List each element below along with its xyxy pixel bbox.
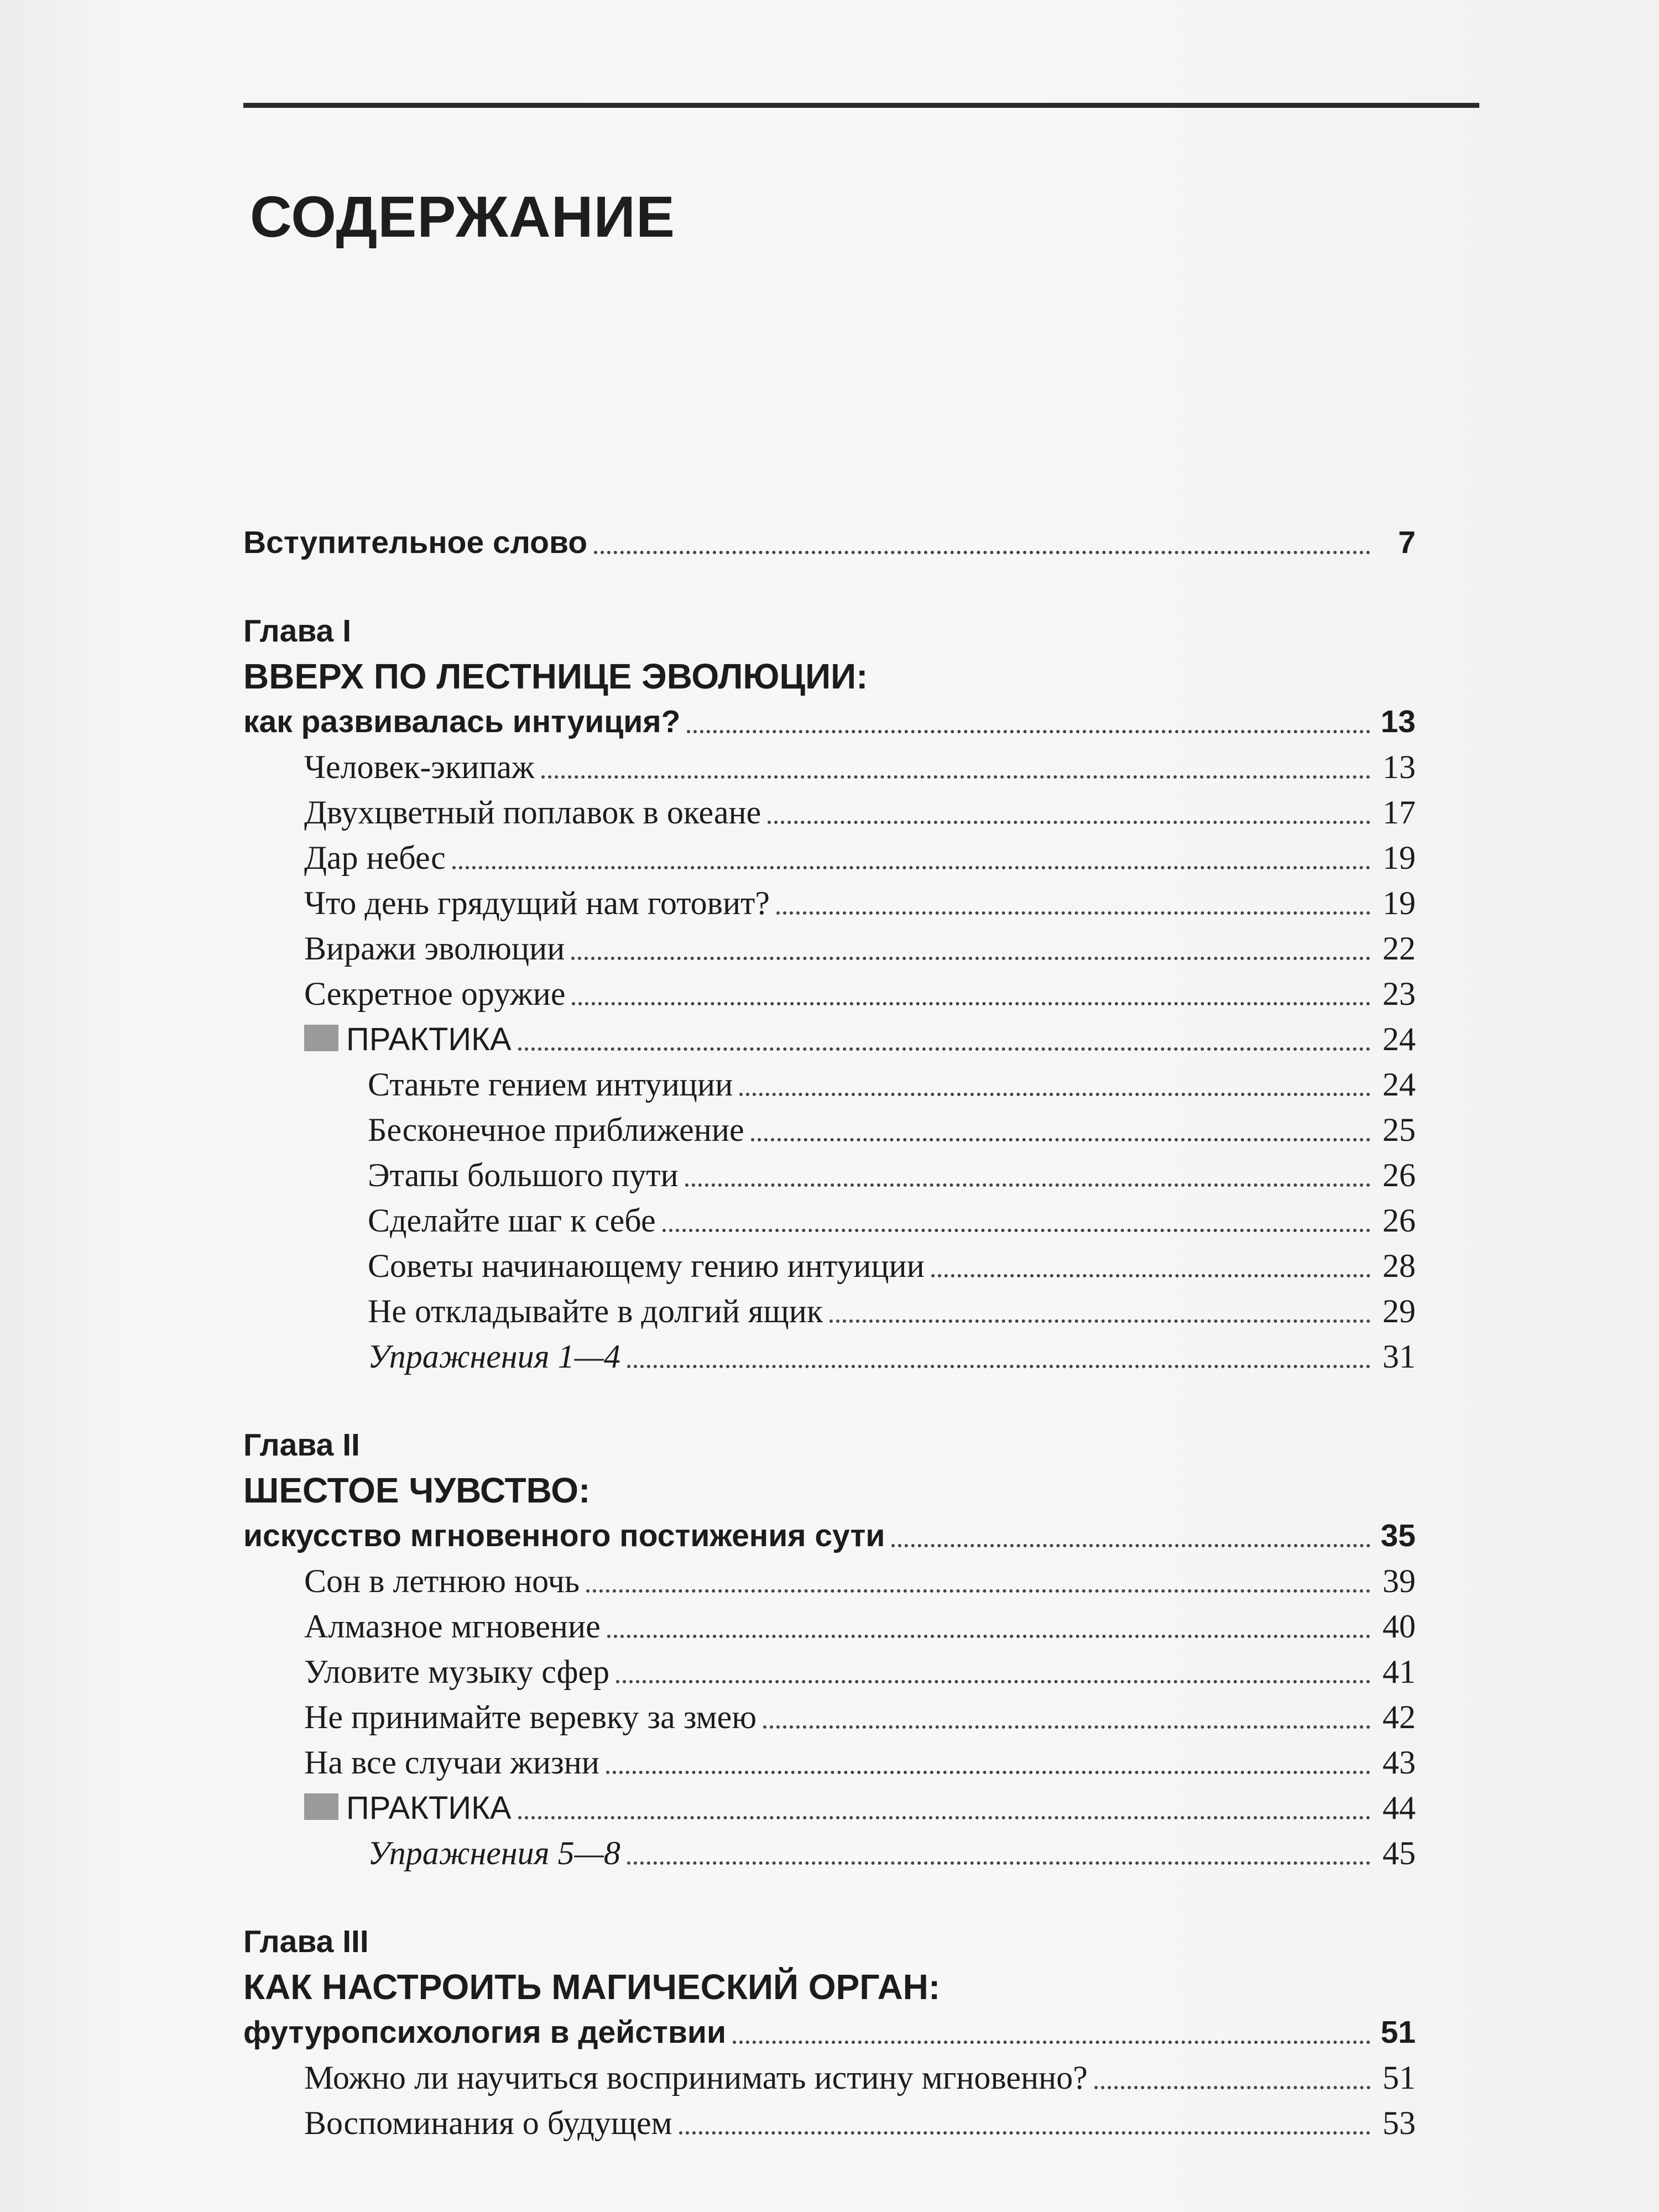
leader-dots	[452, 866, 1370, 869]
toc-entry[interactable]	[243, 971, 1416, 1016]
entry-page: 19	[1383, 839, 1416, 876]
entry-text: На все случаи жизни	[304, 1744, 599, 1781]
leader-dots	[768, 821, 1370, 824]
toc-entry[interactable]	[243, 1649, 1416, 1694]
toc-entry[interactable]	[243, 1740, 1416, 1785]
entry-text: Сон в летнюю ночь	[304, 1563, 580, 1599]
entry-text: искусство мгновенного постижения сути	[243, 1518, 885, 1553]
entry-page: 44	[1383, 1790, 1416, 1826]
entry-text: Виражи эволюции	[304, 930, 565, 967]
spacer	[243, 565, 1416, 608]
entry-text: Упражнения 1—4	[368, 1338, 620, 1375]
toc-entry[interactable]	[243, 1243, 1416, 1288]
entry-text: Бесконечное приближение	[368, 1112, 744, 1148]
table-of-contents	[243, 520, 1416, 2146]
toc-entry-exercises[interactable]	[243, 1830, 1416, 1876]
entry-text: Вступительное слово	[243, 525, 588, 560]
toc-entry[interactable]	[243, 1288, 1416, 1334]
entry-page: 31	[1383, 1338, 1416, 1375]
toc-entry-practice[interactable]	[243, 1785, 1416, 1830]
leader-dots	[541, 775, 1370, 779]
chapter-2-label: Глава II	[243, 1427, 360, 1463]
entry-page: 7	[1398, 525, 1416, 560]
entry-text: Советы начинающему гению интуиции	[368, 1248, 925, 1284]
toc-entry-practice[interactable]	[243, 1016, 1416, 1062]
entry-page: 39	[1383, 1563, 1416, 1599]
entry-page: 41	[1383, 1653, 1416, 1690]
practice-square-icon	[304, 1025, 338, 1051]
entry-text: Станьте гением интуиции	[368, 1066, 733, 1103]
leader-dots	[627, 1365, 1370, 1368]
entry-text: Не откладывайте в долгий ящик	[368, 1293, 823, 1329]
leader-dots	[891, 1544, 1370, 1547]
entry-page: 19	[1383, 885, 1416, 921]
toc-entry[interactable]	[243, 1062, 1416, 1107]
entry-page: 45	[1383, 1835, 1416, 1871]
leader-dots	[518, 1816, 1370, 1819]
practice-label-wrap	[304, 1786, 512, 1831]
toc-entry[interactable]	[243, 1198, 1416, 1243]
practice-square-icon	[304, 1793, 338, 1820]
chapter-3-label: Глава III	[243, 1924, 369, 1959]
entry-text: Человек-экипаж	[304, 749, 535, 785]
toc-entry-intro[interactable]	[243, 520, 1416, 565]
entry-page: 24	[1383, 1066, 1416, 1103]
chapter-2-subtitle[interactable]	[243, 1513, 1416, 1558]
entry-text: Секретное оружие	[304, 975, 566, 1012]
toc-entry[interactable]	[243, 2055, 1416, 2100]
entry-text: Сделайте шаг к себе	[368, 1202, 656, 1239]
entry-page: 22	[1383, 930, 1416, 967]
leader-dots	[776, 911, 1370, 915]
toc-entry[interactable]	[243, 1694, 1416, 1740]
entry-text: Алмазное мгновение	[304, 1608, 601, 1645]
leader-dots	[687, 730, 1370, 733]
toc-entry[interactable]	[243, 790, 1416, 835]
entry-page: 23	[1383, 975, 1416, 1012]
toc-title: СОДЕРЖАНИЕ	[250, 185, 676, 249]
toc-entry[interactable]	[243, 926, 1416, 971]
chapter-3-title: КАК НАСТРОИТЬ МАГИЧЕСКИЙ ОРГАН:	[243, 1967, 941, 2007]
leader-dots	[607, 1635, 1370, 1638]
entry-text: Можно ли научиться воспринимать истину мгновенно?	[304, 2059, 1088, 2096]
leader-dots	[606, 1771, 1370, 1774]
entry-page: 42	[1383, 1699, 1416, 1735]
entry-page: 43	[1383, 1744, 1416, 1781]
spacer	[243, 1379, 1416, 1422]
toc-entry[interactable]	[243, 1107, 1416, 1152]
entry-page: 24	[1383, 1021, 1416, 1057]
leader-dots	[739, 1093, 1370, 1096]
entry-page: 51	[1383, 2059, 1416, 2096]
header-rule	[243, 103, 1479, 108]
entry-text: Этапы большого пути	[368, 1157, 679, 1193]
entry-text: Что день грядущий нам готовит?	[304, 885, 770, 921]
entry-page: 40	[1383, 1608, 1416, 1645]
chapter-1-label: Глава I	[243, 613, 352, 649]
practice-label-wrap	[304, 1017, 512, 1062]
entry-page: 13	[1380, 704, 1416, 739]
toc-entry[interactable]	[243, 2100, 1416, 2146]
leader-dots	[586, 1589, 1370, 1593]
entry-page: 26	[1383, 1157, 1416, 1193]
entry-page: 26	[1383, 1202, 1416, 1239]
spacer	[243, 1876, 1416, 1919]
leader-dots	[931, 1274, 1370, 1277]
chapter-1-title: ВВЕРХ ПО ЛЕСТНИЦЕ ЭВОЛЮЦИИ:	[243, 656, 868, 696]
entry-text: Не принимайте веревку за змею	[304, 1699, 757, 1735]
leader-dots	[616, 1680, 1370, 1683]
toc-entry[interactable]	[243, 1558, 1416, 1604]
chapter-3-subtitle[interactable]	[243, 2010, 1416, 2055]
toc-entry[interactable]	[243, 835, 1416, 880]
entry-text: ПРАКТИКА	[346, 1021, 512, 1057]
leader-dots	[572, 1002, 1370, 1005]
leader-dots	[733, 2041, 1370, 2044]
entry-text: как развивалась интуиция?	[243, 704, 681, 739]
toc-entry[interactable]	[243, 880, 1416, 926]
leader-dots	[830, 1319, 1370, 1323]
entry-text: Воспоминания о будущем	[304, 2105, 672, 2141]
entry-text: Дар небес	[304, 839, 446, 876]
toc-entry[interactable]	[243, 1604, 1416, 1649]
leader-dots	[679, 2131, 1370, 2135]
chapter-1-subtitle[interactable]	[243, 699, 1416, 744]
leader-dots	[685, 1183, 1370, 1187]
entry-page: 13	[1383, 749, 1416, 785]
leader-dots	[662, 1229, 1370, 1232]
entry-page: 25	[1383, 1112, 1416, 1148]
leader-dots	[571, 957, 1370, 960]
toc-entry[interactable]	[243, 1152, 1416, 1198]
leader-dots	[627, 1861, 1370, 1865]
leader-dots	[594, 551, 1370, 554]
toc-entry[interactable]	[243, 744, 1416, 790]
leader-dots	[518, 1047, 1370, 1051]
entry-page: 35	[1380, 1518, 1416, 1553]
entry-page: 51	[1380, 2015, 1416, 2050]
entry-page: 17	[1383, 794, 1416, 831]
entry-page: 28	[1383, 1248, 1416, 1284]
entry-page: 29	[1383, 1293, 1416, 1329]
entry-text: футуропсихология в действии	[243, 2015, 726, 2050]
leader-dots	[1094, 2086, 1370, 2089]
entry-text: Упражнения 5—8	[368, 1835, 620, 1871]
entry-text: Двухцветный поплавок в океане	[304, 794, 761, 831]
entry-text: Уловите музыку сфер	[304, 1653, 610, 1690]
leader-dots	[763, 1725, 1370, 1729]
leader-dots	[751, 1138, 1370, 1141]
toc-entry-exercises[interactable]	[243, 1334, 1416, 1379]
entry-page: 53	[1383, 2105, 1416, 2141]
entry-text: ПРАКТИКА	[346, 1790, 512, 1826]
chapter-2-title: ШЕСТОЕ ЧУВСТВО:	[243, 1470, 591, 1510]
